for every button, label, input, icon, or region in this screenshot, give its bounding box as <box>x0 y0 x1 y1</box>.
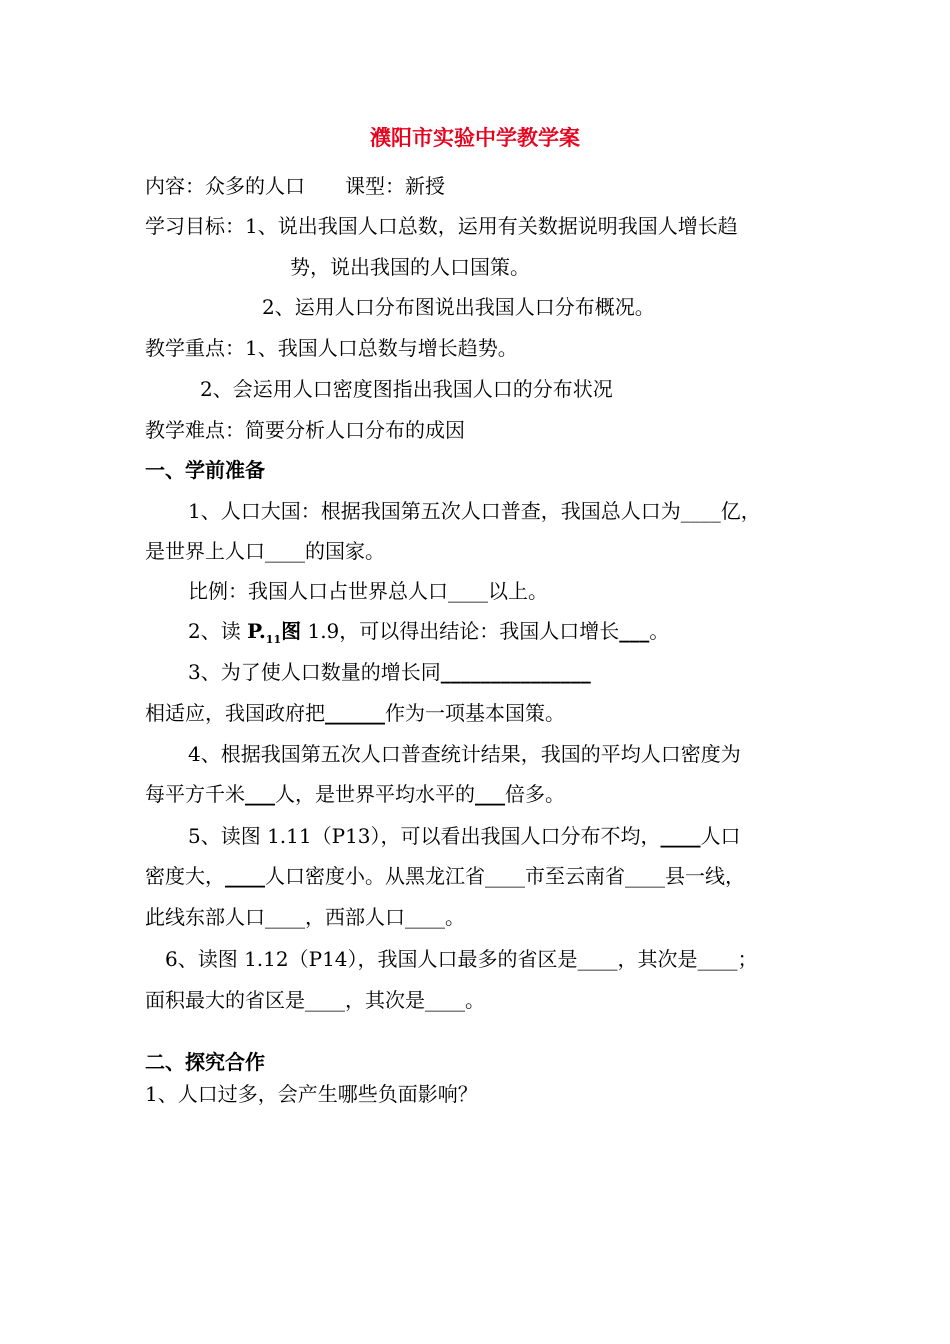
q5-a-blank: ____ <box>660 824 701 848</box>
q4-b-blank-2: ___ <box>475 782 505 806</box>
q5-b-blank: ____ <box>225 864 265 888</box>
content-label: 内容：众多的人口 <box>145 174 305 198</box>
q3-b-blank: ______ <box>325 701 385 725</box>
q2-end: 。 <box>649 619 670 643</box>
q2-blank: ___ <box>619 619 650 643</box>
q3-line-a <box>188 658 591 686</box>
q1-line-a: 1、人口大国：根据我国第五次人口普查，我国总人口为____亿， <box>188 499 761 523</box>
q2-page-number: 11 <box>265 633 282 646</box>
q1-line-c: 比例：我国人口占世界总人口____以上。 <box>188 579 548 603</box>
q3-line-b <box>145 699 565 727</box>
q5-line-b <box>145 862 745 890</box>
q5-line-c: 此线东部人口____，西部人口____。 <box>145 905 465 929</box>
q4-b-blank-1: ___ <box>245 782 275 806</box>
q6-line-b: 面积最大的省区是____，其次是____。 <box>145 988 485 1012</box>
q4-line-b <box>145 780 565 808</box>
q4-b-post: 倍多。 <box>505 782 565 806</box>
q3-b-text: 相适应，我国政府把 <box>145 701 325 725</box>
q3-a-blank: _______________ <box>440 660 591 684</box>
q5-b-post: 人口密度小。从黑龙江省____市至云南省____县一线， <box>265 864 745 888</box>
document-title: 濮阳市实验中学教学案 <box>370 125 580 150</box>
key-points-line-1: 教学重点：1、我国人口总数与增长趋势。 <box>145 336 518 360</box>
goals-line-1: 学习目标：1、说出我国人口总数，运用有关数据说明我国人增长趋 <box>145 214 738 238</box>
goals-line-2: 势，说出我国的人口国策。 <box>290 255 530 279</box>
q5-b-text: 密度大， <box>145 864 225 888</box>
q2-line <box>188 617 669 654</box>
q2-text: 1.9，可以得出结论：我国人口增长 <box>301 619 620 643</box>
q2-figure-label: 图 <box>281 619 302 643</box>
key-points-line-2: 2、会运用人口密度图指出我国人口的分布状况 <box>200 377 613 401</box>
q5-line-a <box>188 822 741 850</box>
q3-b-post: 作为一项基本国策。 <box>385 701 565 725</box>
section2-q1: 1、人口过多，会产生哪些负面影响？ <box>145 1082 478 1106</box>
q3-a-text: 3、为了使人口数量的增长同 <box>188 660 441 684</box>
difficulty-line: 教学难点：简要分析人口分布的成因 <box>145 418 465 442</box>
goals-line-3: 2、运用人口分布图说出我国人口分布概况。 <box>262 295 655 319</box>
q5-a-post: 人口 <box>700 824 741 848</box>
section1-heading: 一、学前准备 <box>145 458 265 482</box>
lesson-type-label: 课型：新授 <box>345 174 445 198</box>
q4-b-text: 每平方千米 <box>145 782 245 806</box>
q4-line-a: 4、根据我国第五次人口普查统计结果，我国的平均人口密度为 <box>188 742 741 766</box>
meta-line <box>145 172 445 200</box>
section2-heading: 二、探究合作 <box>145 1050 265 1074</box>
q2-prefix: 2、读 <box>188 619 248 643</box>
q2-page-p: P. <box>247 619 266 643</box>
q1-line-b: 是世界上人口____的国家。 <box>145 539 385 563</box>
q6-line-a: 6、读图 1.12（P14），我国人口最多的省区是____，其次是____； <box>165 947 758 971</box>
q5-a-text: 5、读图 1.11（P13），可以看出我国人口分布不均， <box>188 824 661 848</box>
q4-b-mid: 人，是世界平均水平的 <box>275 782 475 806</box>
